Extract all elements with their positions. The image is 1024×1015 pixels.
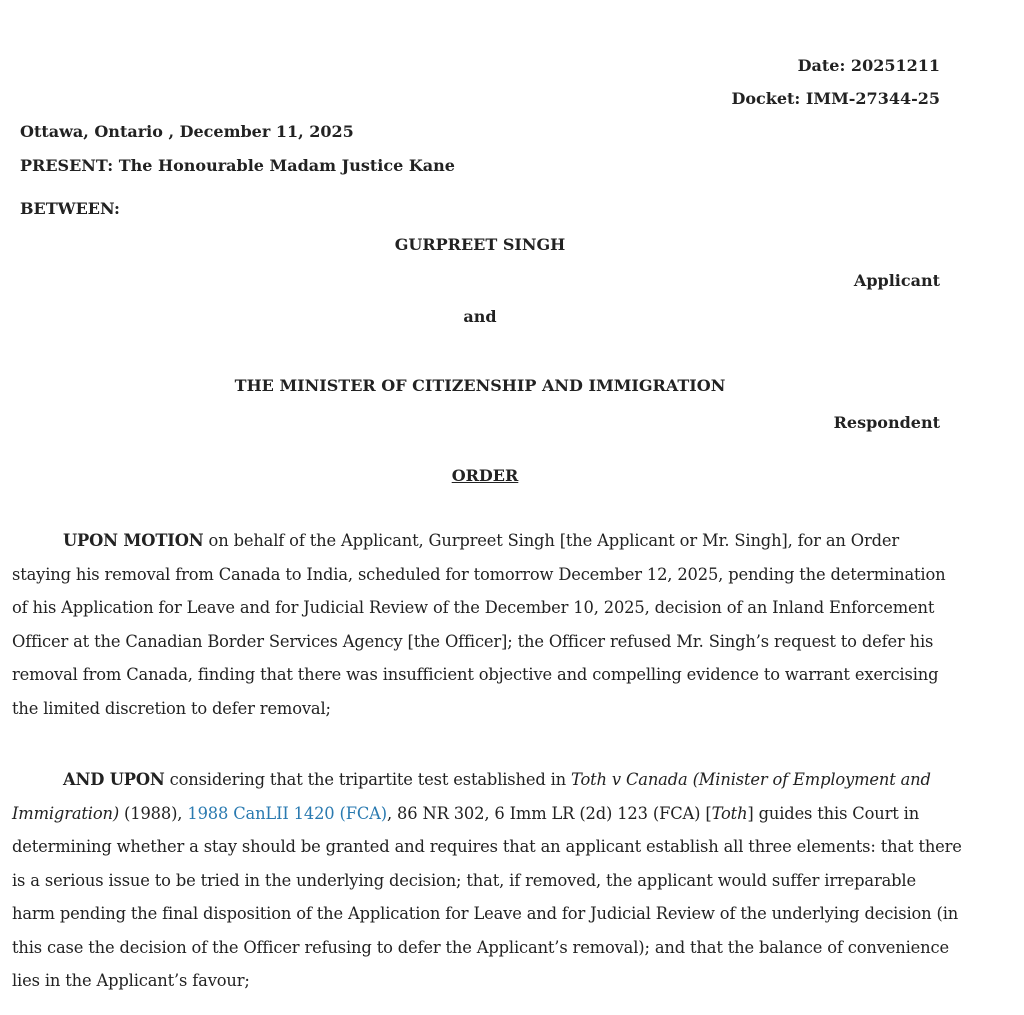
case-short-name: Toth — [711, 803, 748, 823]
order-heading — [5, 466, 965, 486]
and-separator: and — [463, 307, 497, 326]
paragraph2-text-b: (1988), — [119, 803, 188, 823]
order-date: Date: 20251211 — [797, 56, 940, 75]
paragraph2-text-c: , 86 NR 302, 6 Imm LR (2d) 123 (FCA) [ — [387, 803, 712, 823]
applicant-role: Applicant — [853, 271, 940, 290]
applicant-name: GURPREET SINGH — [394, 235, 566, 254]
docket-number: Docket: IMM-27344-25 — [731, 89, 940, 108]
case-name: Toth v Canada (Minister of Employment and Immigration) — [12, 770, 931, 823]
paragraph-upon-motion — [12, 524, 962, 725]
paragraph-and-upon — [12, 763, 962, 998]
paragraph2-text-a: considering that the tripartite test established in — [164, 770, 572, 789]
order-title: ORDER — [451, 466, 519, 485]
paragraph1-lead: UPON MOTION — [63, 531, 204, 550]
canlii-citation-link[interactable]: 1988 CanLII 1420 (FCA) — [187, 803, 387, 823]
respondent-name: THE MINISTER OF CITIZENSHIP AND IMMIGRATION — [234, 376, 726, 395]
respondent-role: Respondent — [833, 413, 940, 432]
paragraph1-text: on behalf of the Applicant, Gurpreet Singh [the Applicant or Mr. Singh], for an Order staying his removal from Canada to India, scheduled for tomorrow December 12, 2025, pending the determination of his Application for Leave and for Judicial Review of the December 10, 2025, decision of an Inland Enforcement Officer at the Canadian Border Services Agency [the Officer]; the Officer refused Mr. Singh’s request to defer his removal from Canada, finding that there was insufficient objective and compelling evidence to warrant exercising the limited discretion to defer removal; — [12, 531, 946, 718]
paragraph2-text-d: ] guides this Court in determining whether a stay should be granted and requires that an applicant establish all three elements: that there is a serious issue to be tried in the underlying decision; that, if removed, the applicant would suffer irreparable harm pending the final disposition of the Application for Leave and for Judicial Review of the underlying decision (in this case the decision of the Officer refusing to defer the Applicant’s removal); and that the balance of convenience lies in the Applicant’s favour; — [12, 803, 962, 990]
paragraph2-lead: AND UPON — [63, 770, 165, 789]
between-label: BETWEEN: — [20, 199, 120, 218]
presiding-judge: PRESENT: The Honourable Madam Justice Kane — [20, 156, 455, 175]
place-and-date: Ottawa, Ontario , December 11, 2025 — [20, 122, 354, 141]
